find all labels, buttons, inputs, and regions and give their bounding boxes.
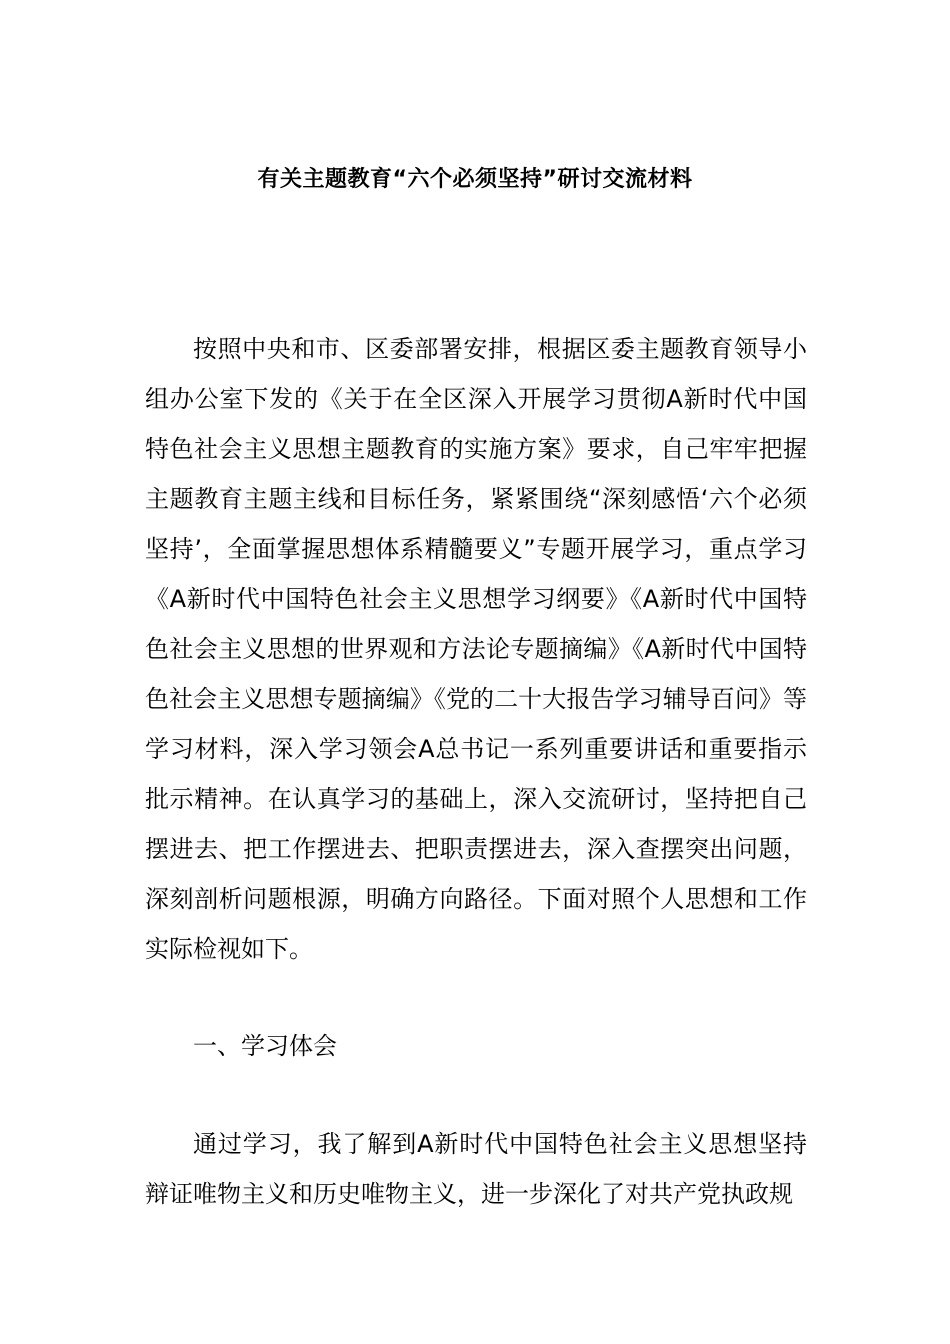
paragraph-learning: 通过学习，我了解到A新时代中国特色社会主义思想坚持辩证唯物主义和历史唯物主义，进一步深化了对共产党执政规: [145, 1130, 807, 1208]
document-title: 有关主题教育“六个必须坚持”研讨交流材料: [257, 167, 693, 192]
section-heading-learning: 一、学习体会: [193, 1032, 337, 1060]
paragraph-intro: 按照中央和市、区委部署安排，根据区委主题教育领导小组办公室下发的《关于在全区深入开展学习贯彻A新时代中国特色社会主义思想主题教育的实施方案》要求，自己牢牢把握主题教育主题主线和目标任务，紧紧围绕“深刻感悟‘六个必须坚持’，全面掌握思想体系精髓要义”专题开展学习，重点学习《A新时代中国特色社会主义思想学习纲要》《A新时代中国特色社会主义思想的世界观和方法论专题摘编》《A新时代中国特色社会主义思想专题摘编》《党的二十大报告学习辅导百问》等学习材料，深入学习领会A总书记一系列重要讲话和重要指示批示精神。在认真学习的基础上，深入交流研讨，坚持把自己摆进去、把工作摆进去、把职责摆进去，深入查摆突出问题，深刻剖析问题根源，明确方向路径。下面对照个人思想和工作实际检视如下。: [145, 335, 807, 963]
